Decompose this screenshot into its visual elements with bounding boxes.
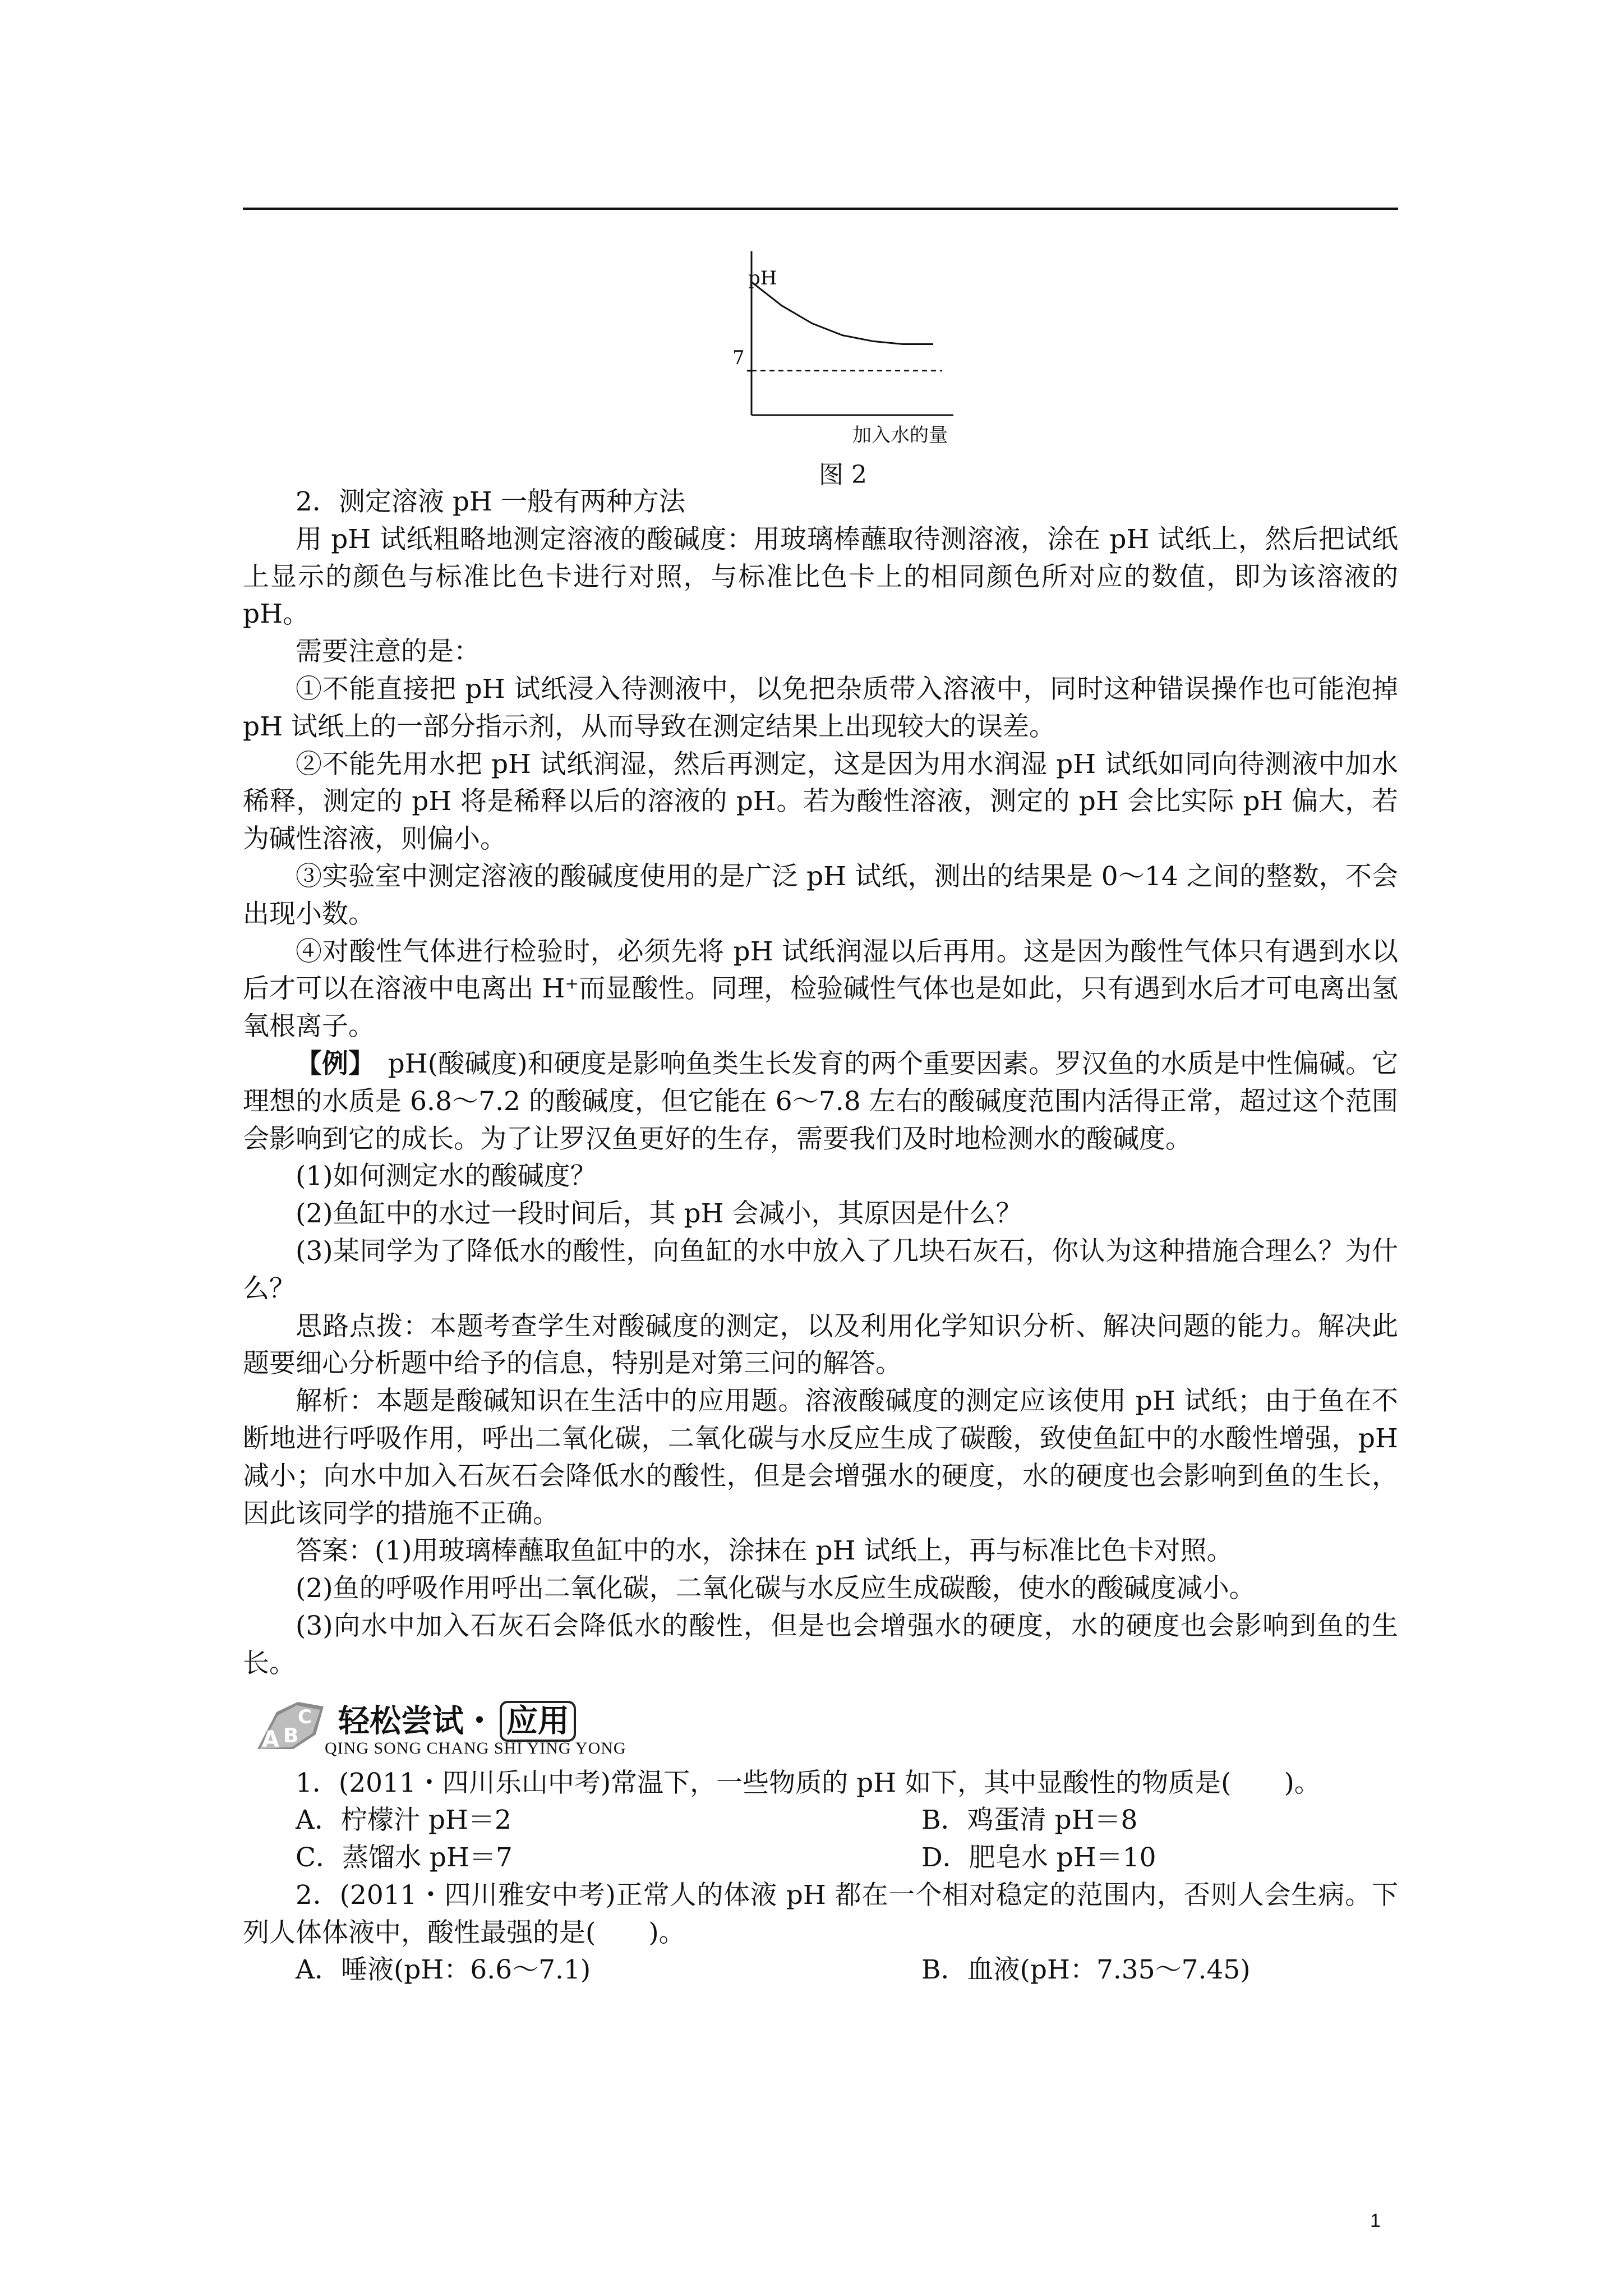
banner-subtitle: QING SONG CHANG SHI YING YONG — [325, 1738, 626, 1757]
banner-title-boxed: 应用 — [500, 1701, 576, 1742]
example-tag: 【例】 — [296, 1048, 362, 1079]
question-3: (3)某同学为了降低水的酸性，向鱼缸的水中放入了几块石灰石，你认为这种措施合理么？为什么？ — [243, 1235, 1398, 1304]
notes-heading: 需要注意的是： — [296, 636, 480, 668]
exercise-2-options-row-1 — [243, 1952, 1398, 1989]
note-2: ②不能先用水把 pH 试纸润湿，然后再测定，这是因为用水润湿 pH 试纸如同向待测液中加水稀释，测定的 pH 将是稀释以后的溶液的 pH。若为酸性溶液，测定的 pH 会比实际 pH 偏大，若为碱性溶液，则偏小。 — [243, 748, 1398, 855]
exercise-1-options-row-1 — [243, 1802, 1398, 1839]
paragraph-ph-paper-method: 用 pH 试纸粗略地测定溶液的酸碱度：用玻璃棒蘸取待测溶液，涂在 pH 试纸上，然后把试纸上显示的颜色与标准比色卡进行对照，与标准比色卡上的相同颜色所对应的数值，即为该溶液的 pH。 — [243, 523, 1398, 630]
note-4: ④对酸性气体进行检验时，必须先将 pH 试纸润湿以后再用。这是因为酸性气体只有遇到水以后才可以在溶液中电离出 H⁺而显酸性。同理，检验碱性气体也是如此，只有遇到水后才可电离出氢氧根离子。 — [243, 936, 1398, 1042]
example-paragraph — [243, 1046, 1398, 1158]
answer-2: (2)鱼的呼吸作用呼出二氧化碳，二氧化碳与水反应生成碳酸，使水的酸碱度减小。 — [296, 1573, 1256, 1604]
note-1: ①不能直接把 pH 试纸浸入待测液中，以免把杂质带入溶液中，同时这种错误操作也可能泡掉 pH 试纸上的一部分指示剂，从而导致在测定结果上出现较大的误差。 — [243, 673, 1398, 742]
main-content — [243, 484, 1398, 1989]
example-text: pH(酸碱度)和硬度是影响鱼类生长发育的两个重要因素。罗汉鱼的水质是中性偏碱。它理想的水质是 6.8～7.2 的酸碱度，但它能在 6～7.8 左右的酸碱度范围内活得正常，超过这个范围会影响到它的成长。为了让罗汉鱼更好的生存，需要我们及时地检测水的酸碱度。 — [243, 1048, 1399, 1154]
exercise-1-options-row-2 — [243, 1839, 1398, 1877]
exercise-1-option-d: D．肥皂水 pH＝10 — [921, 1842, 1156, 1874]
question-1: (1)如何测定水的酸碱度？ — [296, 1161, 597, 1192]
banner-title-main: 轻松尝试・ — [338, 1703, 495, 1740]
exercise-1-option-b: B．鸡蛋清 pH＝8 — [921, 1805, 1138, 1836]
badge-letter-c: C — [298, 1705, 312, 1728]
question-2: (2)鱼缸中的水过一段时间后，其 pH 会减小，其原因是什么？ — [296, 1198, 1022, 1230]
note-3: ③实验室中测定溶液的酸碱度使用的是广泛 pH 试纸，测出的结果是 0～14 之间的整数，不会出现小数。 — [243, 861, 1398, 930]
page-number: 1 — [1370, 2210, 1381, 2231]
solution-hint: 思路点拨：本题考查学生对酸碱度的测定，以及利用化学知识分析、解决问题的能力。解决此题要细心分析题中给予的信息，特别是对第三问的解答。 — [243, 1310, 1398, 1379]
section-title: 2．测定溶液 pH 一般有两种方法 — [296, 486, 685, 517]
ph-dilution-figure — [718, 247, 953, 471]
badge-letter-b: B — [283, 1724, 299, 1747]
exercise-2-stem: 2．(2011・四川雅安中考)正常人的体液 pH 都在一个相对稳定的范围内，否则人会生病。下列人体体液中，酸性最强的是( )。 — [243, 1879, 1398, 1948]
solution-analysis: 解析：本题是酸碱知识在生活中的应用题。溶液酸碱度的测定应该使用 pH 试纸；由于鱼在不断地进行呼吸作用，呼出二氧化碳，二氧化碳与水反应生成了碳酸，致使鱼缸中的水酸性增强，pH 减小；向水中加入石灰石会降低水的酸性，但是会增强水的硬度，水的硬度也会影响到鱼的生长，因此该同学的措施不正确。 — [243, 1386, 1398, 1529]
answer-3: (3)向水中加入石灰石会降低水的酸性，但是也会增强水的硬度，水的硬度也会影响到鱼的生长。 — [243, 1610, 1398, 1679]
y-axis-label: pH — [748, 267, 777, 289]
exercise-2-option-b: B．血液(pH：7.35～7.45) — [921, 1954, 1251, 1986]
abc-badge-icon — [254, 1695, 327, 1754]
exercise-2-option-a: A．唾液(pH：6.6～7.1) — [296, 1954, 591, 1986]
banner-title — [338, 1696, 576, 1741]
header-rule — [243, 208, 1398, 210]
badge-letter-a: A — [262, 1726, 279, 1752]
exercise-1-stem: 1．(2011・四川乐山中考)常温下，一些物质的 pH 如下，其中显酸性的物质是( )。 — [296, 1767, 1321, 1798]
exercise-1-option-a: A．柠檬汁 pH＝2 — [296, 1805, 511, 1836]
ph-curve-series-line — [751, 282, 933, 344]
x-axis-label: 加入水的量 — [852, 424, 948, 447]
answer-1: 答案：(1)用玻璃棒蘸取鱼缸中的水，涂抹在 pH 试纸上，再与标准比色卡对照。 — [296, 1535, 1233, 1567]
exercise-1-option-c: C．蒸馏水 pH＝7 — [296, 1842, 513, 1874]
figure-caption: 图 2 — [819, 461, 867, 489]
section-banner — [243, 1685, 1398, 1764]
reference-tick-label: 7 — [732, 347, 745, 369]
